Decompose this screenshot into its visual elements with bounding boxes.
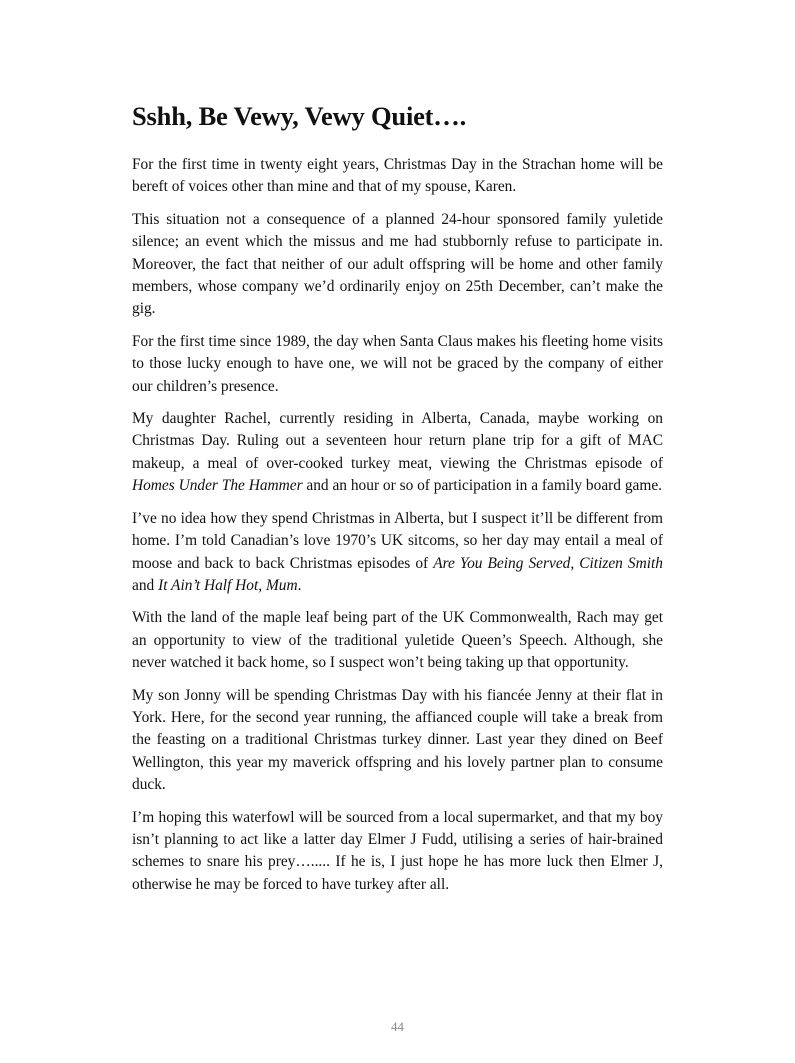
paragraph-4-text-b: and an hour or so of participation in a family board game.	[302, 477, 662, 495]
paragraph-6: With the land of the maple leaf being part of the UK Commonwealth, Rach may get an opportunity to view of the traditional yuletide Queen’s Speech. Although, she never watched it back home, so I suspect won’t being taking up that opportunity.	[132, 609, 663, 672]
show-titles-sitcoms: Are You Being Served, Citizen Smith	[433, 554, 663, 572]
paragraph-7: My son Jonny will be spending Christmas Day with his fiancée Jenny at their flat in York. Here, for the second year running, the affianced couple will take a break from the feasting on a traditional Christmas turkey dinner. Last year they dined on Beef Wellington, this year my maverick offspring and his lovely partner plan to consume duck.	[132, 686, 663, 794]
show-title-homes-under-the-hammer: Homes Under The Hammer	[132, 477, 303, 495]
paragraph-8: I’m hoping this waterfowl will be sourced from a local supermarket, and that my boy isn’t planning to act like a latter day Elmer J Fudd, utilising a series of hair-brained schemes to snare his prey…..... If he is, I just hope he has more luck then Elmer J, otherwise he may be forced to have turkey after all.	[132, 808, 663, 893]
paragraph-5-text-c: .	[297, 576, 302, 594]
paragraph-5-text-b: and	[132, 576, 159, 594]
paragraph-1: For the first time in twenty eight years, Christmas Day in the Strachan home will be bereft of voices other than mine and that of my spouse, Karen.	[132, 156, 663, 196]
paragraph-5-text-a: I’ve no idea how they spend Christmas in Alberta, but I suspect it’ll be different from home. I’m told Canadian’s love 1970’s UK sitcoms, so her day may entail a meal of moose and back to back Christmas episodes of	[132, 509, 663, 572]
paragraph-4-text-a: My daughter Rachel, currently residing in Alberta, Canada, maybe working on Christmas Day. Ruling out a seventeen hour return plane trip for a gift of MAC makeup, a meal of over-cooked turkey meat, viewing the Christmas episode of	[132, 410, 663, 472]
page-title: Sshh, Be Vewy, Vewy Quiet….	[132, 101, 467, 131]
paragraph-2: This situation not a consequence of a planned 24-hour sponsored family yuletide silence; an event which the missus and me had stubbornly refuse to participate in. Moreover, the fact that neither of our adult offspring will be home and other family members, whose company we’d ordinarily enjoy on 25th December, can’t make the gig.	[132, 210, 663, 318]
paragraph-5	[132, 508, 663, 598]
show-title-it-aint-half-hot-mum: It Ain’t Half Hot, Mum	[158, 576, 298, 594]
paragraph-3: For the first time since 1989, the day when Santa Claus makes his fleeting home visits to those lucky enough to have one, we will not be graced by the company of either our children’s presence.	[132, 332, 663, 395]
paragraph-4	[132, 408, 663, 498]
page-number: 44	[391, 1019, 404, 1034]
page-body	[132, 98, 663, 906]
